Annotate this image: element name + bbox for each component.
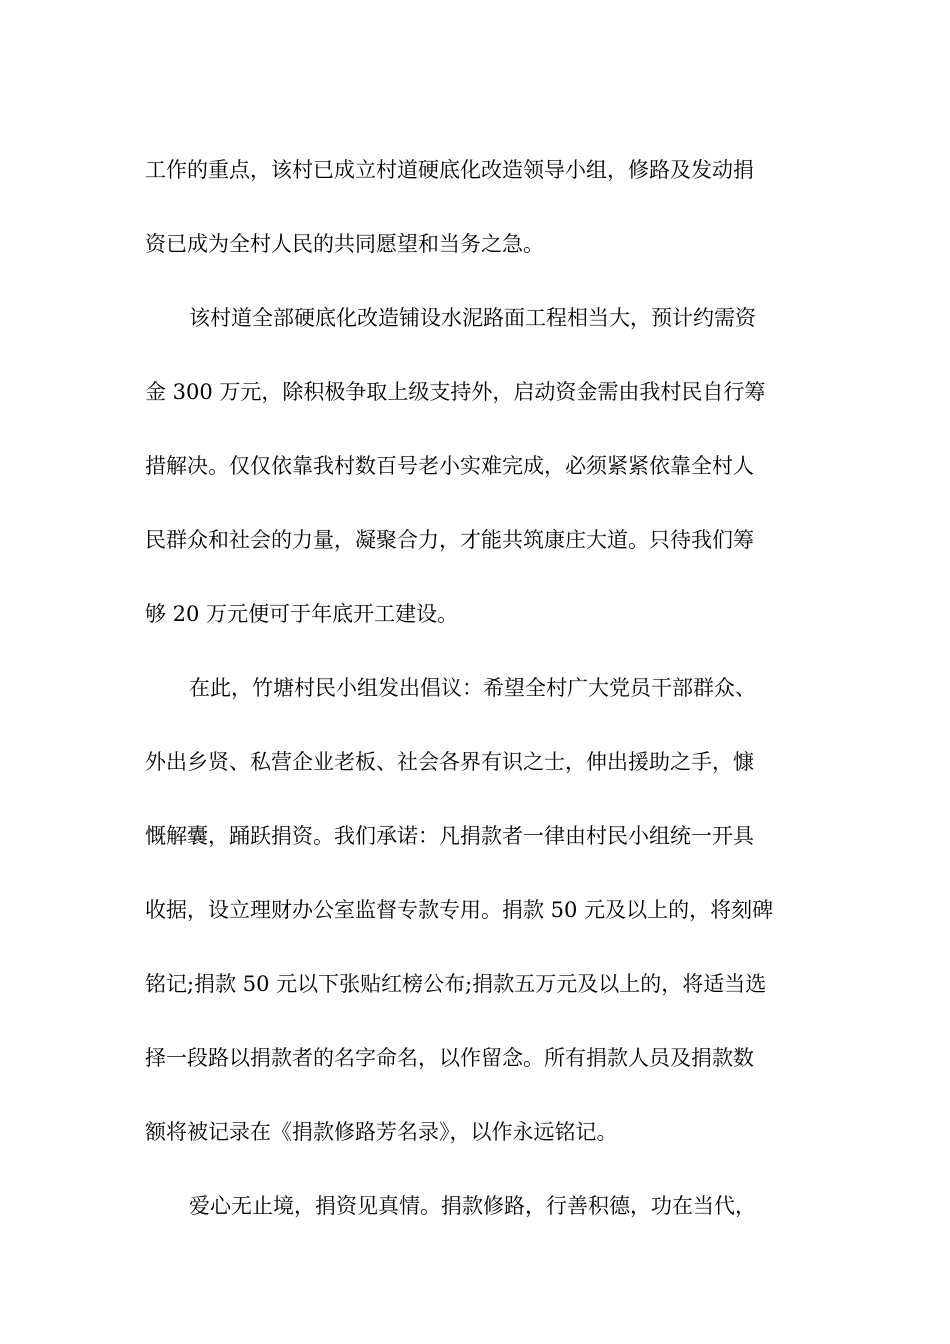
text-line: 资已成为全村人民的共同愿望和当务之急。 xyxy=(145,232,544,256)
text-line: 收据，设立理财办公室监督专款专用。捐款 50 元及以上的，将刻碑 xyxy=(145,898,774,922)
text-line: 措解决。仅仅依靠我村数百号老小实难完成，必须紧紧依靠全村人 xyxy=(145,454,754,478)
text-line: 慨解囊，踊跃捐资。我们承诺：凡捐款者一律由村民小组统一开具 xyxy=(145,824,754,848)
text-line: 额将被记录在《捐款修路芳名录》，以作永远铭记。 xyxy=(145,1120,618,1144)
paragraph-3 xyxy=(145,651,810,1169)
text-line: 民群众和社会的力量，凝聚合力，才能共筑康庄大道。只待我们筹 xyxy=(145,528,754,552)
text-line: 该村道全部硬底化改造铺设水泥路面工程相当大，预计约需资 xyxy=(189,306,756,330)
text-line: 金 300 万元，除积极争取上级支持外，启动资金需由我村民自行筹 xyxy=(145,380,766,404)
text-line: 铭记;捐款 50 元以下张贴红榜公布;捐款五万元及以上的，将适当选 xyxy=(145,972,767,996)
text-line: 爱心无止境，捐资见真情。捐款修路，行善积德，功在当代， xyxy=(189,1194,756,1218)
text-line: 外出乡贤、私营企业老板、社会各界有识之士，伸出援助之手，慷 xyxy=(145,750,754,774)
document-body xyxy=(145,133,810,1243)
paragraph-4 xyxy=(145,1169,810,1243)
text-line: 择一段路以捐款者的名字命名，以作留念。所有捐款人员及捐款数 xyxy=(145,1046,754,1070)
paragraph-2 xyxy=(145,281,810,651)
text-line: 工作的重点，该村已成立村道硬底化改造领导小组，修路及发动捐 xyxy=(145,158,754,182)
text-line: 够 20 万元便可于年底开工建设。 xyxy=(145,602,459,626)
paragraph-1 xyxy=(145,133,810,281)
text-line: 在此，竹塘村民小组发出倡议：希望全村广大党员干部群众、 xyxy=(189,676,756,700)
